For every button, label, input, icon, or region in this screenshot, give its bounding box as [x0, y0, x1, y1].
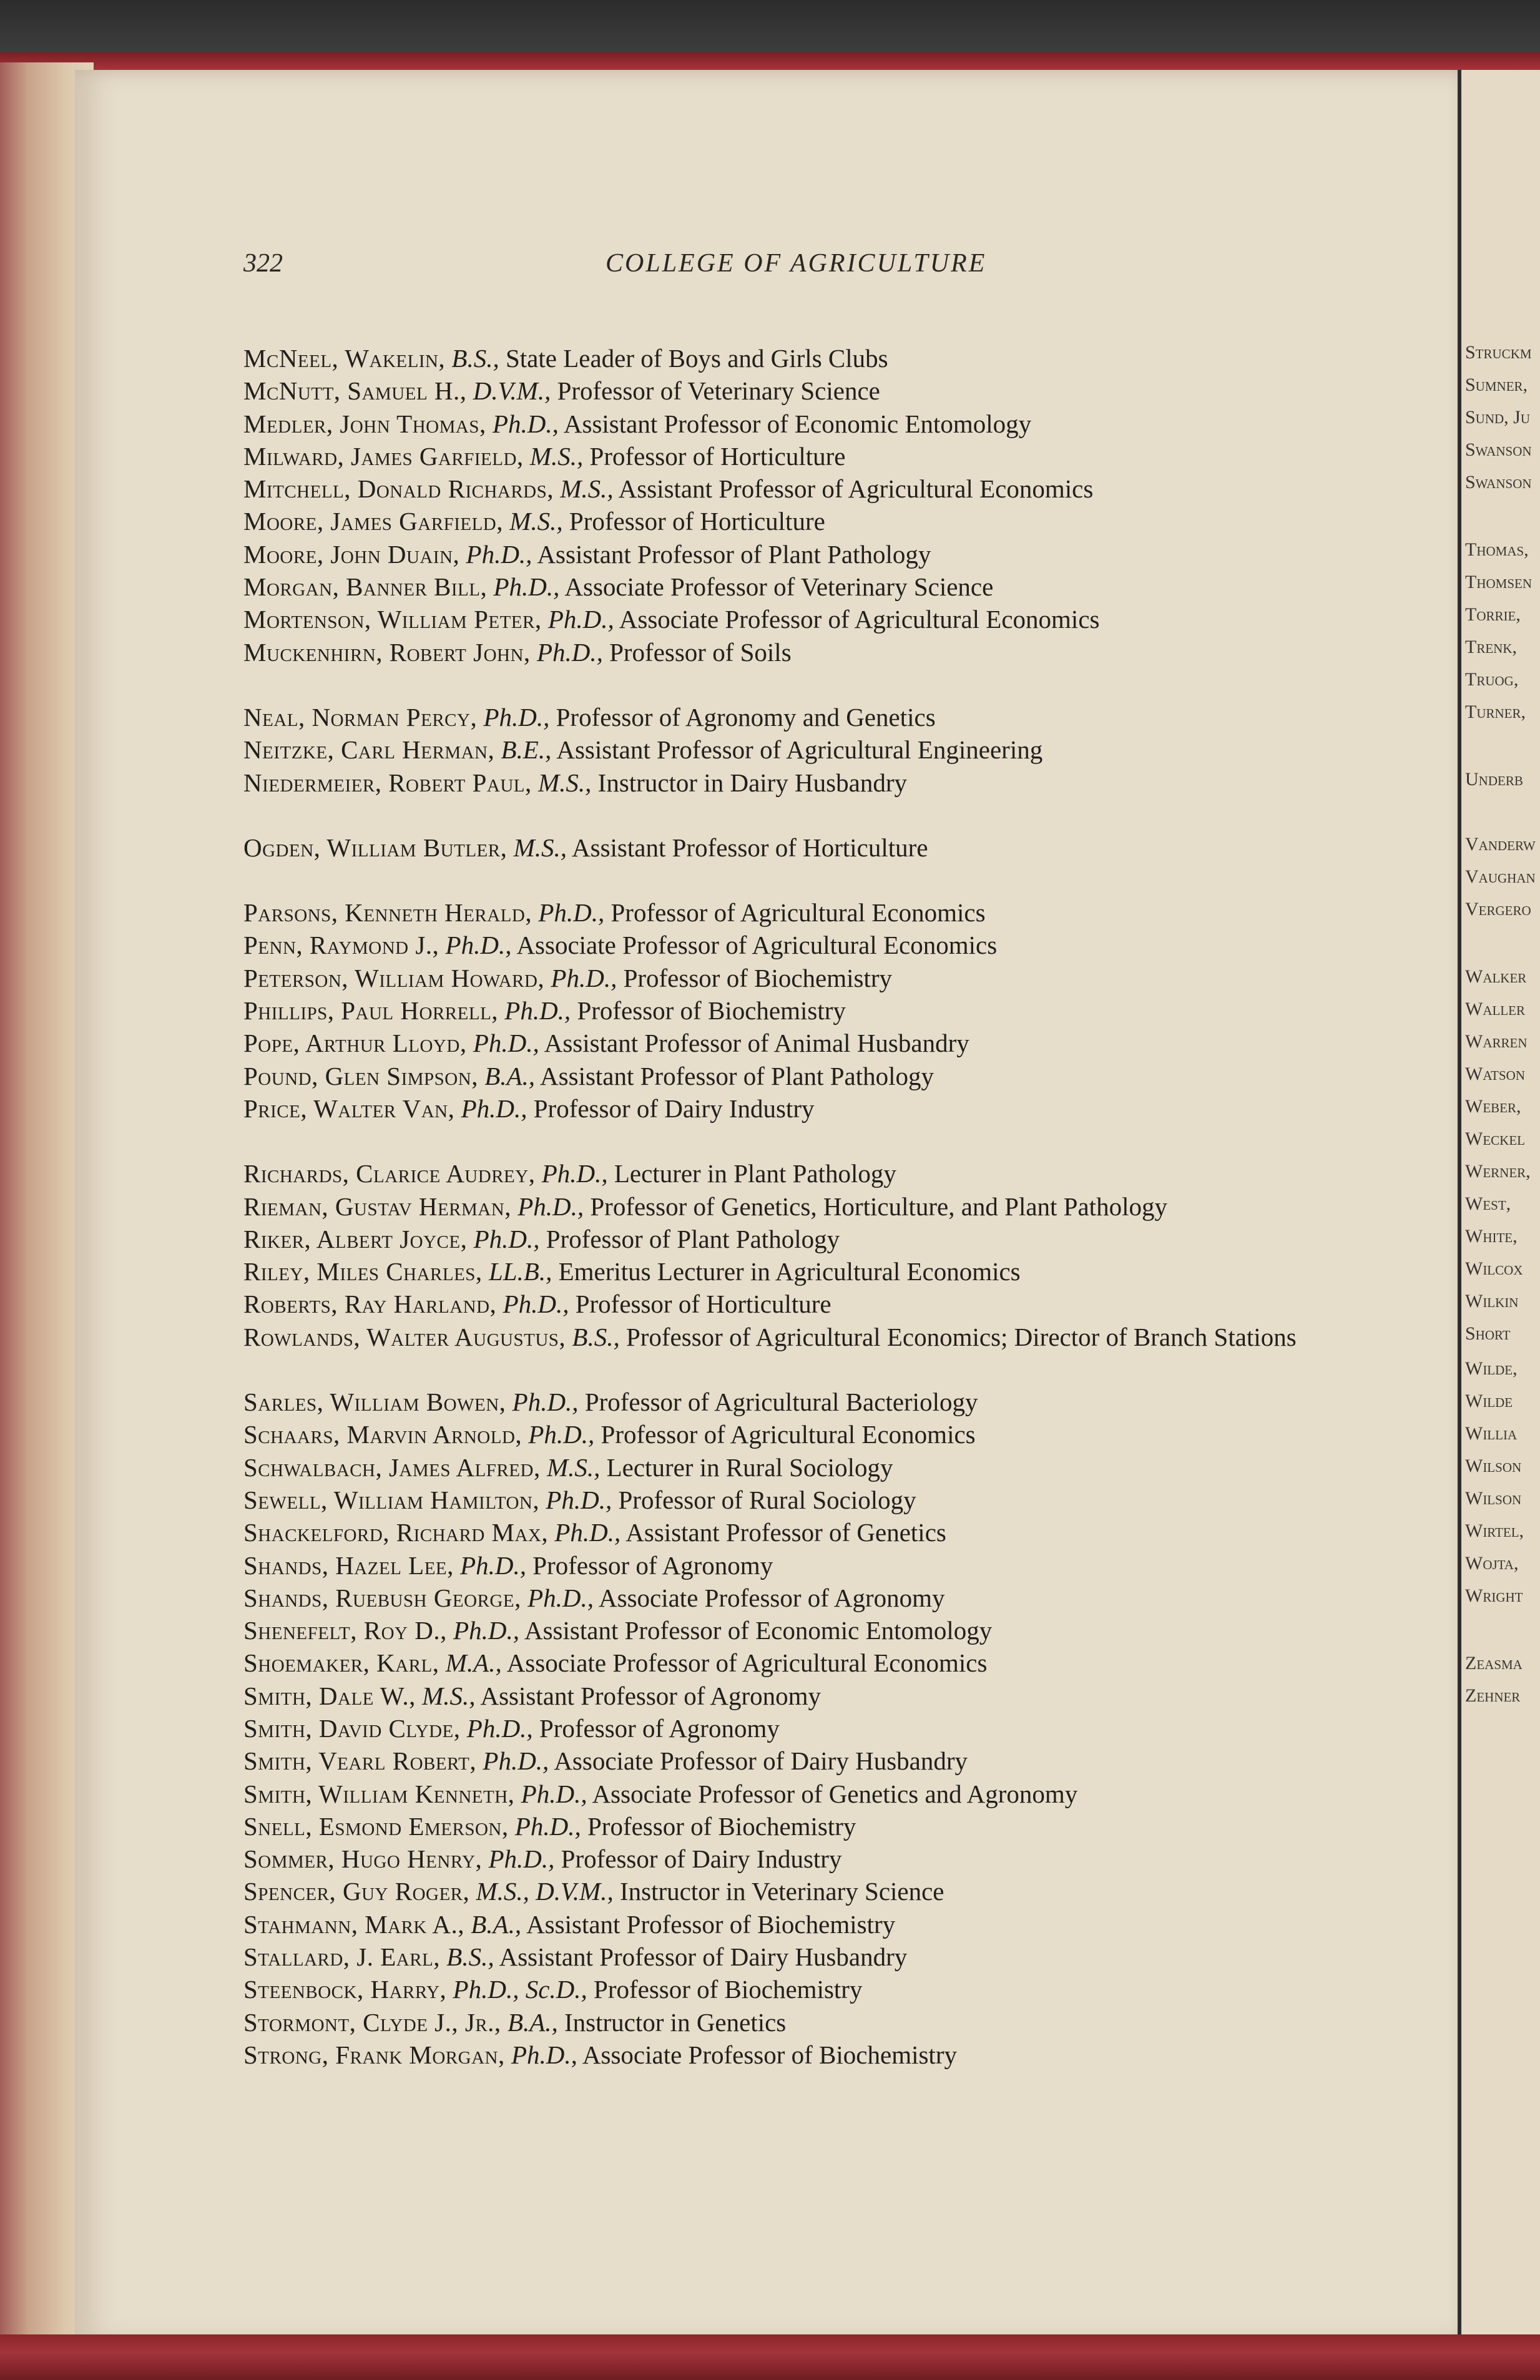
faculty-title: Professor of Agronomy	[532, 1550, 773, 1580]
faculty-entry	[243, 2006, 1405, 2039]
faculty-name: Sarles, William Bowen,	[243, 1388, 506, 1417]
faculty-name: Pound, Glen Simpson,	[243, 1061, 478, 1090]
faculty-title: Professor of Agronomy	[539, 1713, 780, 1743]
faculty-degree: LL.B.,	[488, 1257, 552, 1286]
faculty-name: Mitchell, Donald Richards,	[243, 474, 554, 504]
faculty-entry	[243, 1451, 1405, 1484]
faculty-name: Smith, Dale W.,	[243, 1681, 416, 1710]
faculty-entry	[243, 1484, 1405, 1516]
faculty-degree: M.S.,	[538, 768, 592, 797]
adjacent-page-fragment: White,	[1465, 1226, 1518, 1246]
faculty-title: Associate Professor of Biochemistry	[582, 2040, 957, 2069]
faculty-name: Medler, John Thomas,	[243, 409, 486, 438]
adjacent-page-fragment: Zehner	[1465, 1685, 1521, 1706]
faculty-title: Instructor in Dairy Husbandry	[597, 768, 907, 797]
faculty-entry	[243, 896, 1405, 929]
faculty-title: Assistant Professor of Biochemistry	[526, 1909, 896, 1939]
faculty-degree: Ph.D.,	[492, 409, 559, 438]
adjacent-page-fragment: Wright	[1465, 1585, 1523, 1606]
faculty-name: Richards, Clarice Audrey,	[243, 1159, 536, 1188]
faculty-degree: Ph.D.,	[554, 1518, 621, 1547]
faculty-degree: M.S.,	[560, 474, 614, 504]
faculty-name: Riker, Albert Joyce,	[243, 1224, 468, 1253]
faculty-name: Stahmann, Mark A.,	[243, 1909, 464, 1939]
faculty-name: Smith, David Clyde,	[243, 1713, 461, 1743]
faculty-entry	[243, 733, 1405, 766]
faculty-name: Smith, Vearl Robert,	[243, 1746, 477, 1776]
faculty-entry	[243, 1321, 1405, 1353]
group-separator	[243, 1353, 1405, 1386]
adjacent-page-fragment: Watson	[1465, 1064, 1525, 1084]
faculty-entry	[243, 1255, 1405, 1288]
faculty-title: Assistant Professor of Agricultural Economics	[618, 474, 1094, 504]
faculty-entry	[243, 603, 1405, 635]
adjacent-page-fragment: Willia	[1465, 1423, 1518, 1444]
faculty-name: Sommer, Hugo Henry,	[243, 1844, 483, 1874]
faculty-name: Rowlands, Walter Augustus,	[243, 1322, 566, 1351]
adjacent-page-fragment: Weber,	[1465, 1096, 1521, 1117]
faculty-degree: Ph.D.,	[514, 1811, 581, 1841]
faculty-name: Stallard, J. Earl,	[243, 1942, 441, 1972]
faculty-name: Stormont, Clyde J., Jr.,	[243, 2007, 501, 2037]
faculty-title: Professor of Agricultural Economics	[601, 1420, 976, 1449]
faculty-entry	[243, 766, 1405, 799]
adjacent-page-edge	[1458, 70, 1540, 2342]
faculty-title: Assistant Professor of Agricultural Engineering	[556, 735, 1043, 765]
top-edge	[0, 0, 1540, 55]
faculty-degree: Ph.D.,	[466, 1713, 533, 1743]
faculty-title: Professor of Agricultural Bacteriology	[584, 1388, 978, 1417]
faculty-entry	[243, 1745, 1405, 1777]
faculty-name: Phillips, Paul Horrell,	[243, 996, 499, 1026]
faculty-degree: Ph.D.,	[517, 1192, 584, 1221]
faculty-title: Assistant Professor of Economic Entomology	[524, 1616, 993, 1645]
faculty-degree: D.V.M.,	[473, 376, 551, 406]
faculty-degree: Ph.D.,	[541, 1159, 608, 1188]
faculty-title: Professor of Veterinary Science	[557, 376, 880, 406]
faculty-entry	[243, 1614, 1405, 1647]
faculty-title: Assistant Professor of Agronomy	[480, 1681, 821, 1710]
faculty-degree: M.S.,	[422, 1681, 476, 1710]
adjacent-page-fragment: Truog,	[1465, 669, 1519, 690]
faculty-title: Associate Professor of Genetics and Agronomy	[592, 1779, 1078, 1808]
faculty-name: Moore, John Duain,	[243, 539, 460, 569]
faculty-name: Sewell, William Hamilton,	[243, 1485, 540, 1514]
faculty-title: Associate Professor of Agricultural Economics	[506, 1648, 988, 1678]
faculty-name: Muckenhirn, Robert John,	[243, 637, 531, 667]
faculty-degree: B.S.,	[446, 1942, 494, 1972]
faculty-degree: Ph.D.,	[460, 1550, 527, 1580]
faculty-title: Assistant Professor of Plant Pathology	[537, 539, 931, 569]
adjacent-page-fragment: Wilson	[1465, 1488, 1522, 1509]
adjacent-page-fragment: Warren	[1465, 1031, 1528, 1052]
adjacent-page-fragment: Waller	[1465, 999, 1525, 1019]
faculty-name: Niedermeier, Robert Paul,	[243, 768, 532, 797]
faculty-entry	[243, 1157, 1405, 1190]
faculty-name: Shackelford, Richard Max,	[243, 1518, 549, 1547]
adjacent-page-fragment: Thomsen	[1465, 572, 1533, 592]
faculty-title: Associate Professor of Veterinary Science	[564, 572, 994, 602]
faculty-degree: B.A.,	[507, 2007, 558, 2037]
adjacent-page-fragment: Short	[1465, 1323, 1511, 1344]
faculty-title: Professor of Rural Sociology	[618, 1485, 916, 1514]
faculty-title: Professor of Dairy Industry	[533, 1094, 815, 1123]
faculty-title: Assistant Professor of Economic Entomology	[563, 409, 1032, 438]
faculty-degree: B.A.,	[484, 1061, 536, 1090]
faculty-degree: Ph.D.,	[445, 931, 512, 960]
faculty-title: Professor of Dairy Industry	[561, 1844, 842, 1874]
faculty-title: Professor of Biochemistry	[587, 1811, 856, 1841]
faculty-name: Parsons, Kenneth Herald,	[243, 898, 532, 928]
faculty-name: Penn, Raymond J.,	[243, 931, 439, 960]
faculty-title: Professor of Genetics, Horticulture, and Plant Pathology	[590, 1192, 1167, 1221]
faculty-title: Professor of Agricultural Economics; Director of Branch Stations	[625, 1322, 1297, 1351]
faculty-title: Associate Professor of Agronomy	[599, 1583, 945, 1612]
faculty-name: Pope, Arthur Lloyd,	[243, 1029, 467, 1058]
faculty-title: Assistant Professor of Horticulture	[572, 833, 928, 862]
faculty-degree: Ph.D.,	[473, 1224, 540, 1253]
faculty-degree: M.S., D.V.M.,	[476, 1877, 614, 1906]
faculty-degree: B.E.,	[501, 735, 552, 765]
faculty-degree: B.S.,	[451, 344, 499, 373]
faculty-name: Rieman, Gustav Herman,	[243, 1192, 511, 1221]
adjacent-page-fragment: Sund, Ju	[1465, 407, 1531, 428]
faculty-entry	[243, 1092, 1405, 1125]
running-title: COLLEGE OF AGRICULTURE	[606, 249, 987, 278]
faculty-entry	[243, 1582, 1405, 1614]
faculty-entry	[243, 1549, 1405, 1582]
faculty-entry	[243, 1941, 1405, 1973]
faculty-name: McNeel, Wakelin,	[243, 344, 446, 373]
faculty-name: Shands, Ruebush George,	[243, 1583, 521, 1612]
faculty-entry	[243, 636, 1405, 668]
faculty-degree: Ph.D.,	[547, 605, 614, 634]
adjacent-page-fragment: Swanson	[1465, 439, 1532, 460]
adjacent-page-fragment: Underb	[1465, 769, 1523, 790]
adjacent-page-fragment: Vanderw	[1465, 834, 1536, 855]
faculty-title: Professor of Soils	[609, 637, 792, 667]
group-separator	[243, 799, 1405, 831]
faculty-name: Spencer, Guy Roger,	[243, 1877, 470, 1906]
faculty-degree: B.A.,	[471, 1909, 522, 1939]
faculty-name: Shenefelt, Roy D.,	[243, 1616, 447, 1645]
faculty-title: Instructor in Genetics	[564, 2007, 787, 2037]
faculty-title: Assistant Professor of Animal Husbandry	[544, 1029, 969, 1058]
faculty-title: Instructor in Veterinary Science	[619, 1877, 944, 1906]
page-number: 322	[243, 249, 283, 278]
faculty-entry	[243, 1973, 1405, 2005]
adjacent-page-fragment: Struckm	[1465, 342, 1532, 363]
adjacent-page-fragment: Zeasma	[1465, 1653, 1523, 1673]
faculty-name: Schwalbach, James Alfred,	[243, 1452, 541, 1482]
faculty-title: Professor of Horticulture	[589, 441, 846, 471]
faculty-title: Professor of Agricultural Economics	[611, 898, 986, 928]
faculty-entry	[243, 929, 1405, 961]
group-separator	[243, 668, 1405, 701]
faculty-title: Professor of Biochemistry	[594, 1975, 863, 2004]
faculty-entry	[243, 408, 1405, 440]
faculty-degree: M.S.,	[546, 1452, 601, 1482]
faculty-degree: Ph.D.,	[493, 572, 560, 602]
faculty-degree: Ph.D.,	[511, 2040, 577, 2069]
faculty-title: Professor of Biochemistry	[577, 996, 846, 1026]
faculty-title: Professor of Plant Pathology	[546, 1224, 840, 1253]
group-separator	[243, 1125, 1405, 1157]
faculty-degree: Ph.D.,	[512, 1388, 579, 1417]
faculty-entry	[243, 994, 1405, 1027]
faculty-entry	[243, 505, 1405, 537]
faculty-entry	[243, 571, 1405, 603]
adjacent-page-fragment: Walker	[1465, 966, 1527, 987]
adjacent-page-fragment: Wojta,	[1465, 1553, 1519, 1574]
adjacent-page-fragment: Vaughan	[1465, 866, 1536, 887]
faculty-degree: Ph.D.,	[528, 1420, 595, 1449]
faculty-name: Moore, James Garfield,	[243, 507, 503, 536]
faculty-degree: B.S.,	[572, 1322, 620, 1351]
page-header	[243, 248, 1405, 286]
faculty-degree: Ph.D.,	[546, 1485, 612, 1514]
faculty-degree: Ph.D.,	[461, 1094, 527, 1123]
faculty-name: Steenbock, Harry,	[243, 1975, 447, 2004]
faculty-degree: Ph.D.,	[483, 702, 550, 732]
adjacent-page-fragment: Vergero	[1465, 899, 1531, 919]
faculty-entry	[243, 1386, 1405, 1418]
adjacent-page-fragment: Werner,	[1465, 1161, 1531, 1182]
faculty-degree: Ph.D.,	[538, 898, 605, 928]
adjacent-page-fragment: Swanson	[1465, 472, 1532, 492]
faculty-title: Lecturer in Rural Sociology	[606, 1452, 893, 1482]
faculty-entry	[243, 1418, 1405, 1451]
faculty-entry	[243, 1516, 1405, 1549]
adjacent-page-fragment: Wilson	[1465, 1456, 1522, 1476]
faculty-entry	[243, 1288, 1405, 1320]
faculty-entry	[243, 1778, 1405, 1810]
faculty-title: Professor of Horticulture	[569, 507, 825, 536]
faculty-title: Assistant Professor of Dairy Husbandry	[499, 1942, 908, 1972]
faculty-name: Neal, Norman Percy,	[243, 702, 478, 732]
faculty-title: Assistant Professor of Genetics	[625, 1518, 946, 1547]
faculty-entry	[243, 831, 1405, 864]
faculty-entry	[243, 1223, 1405, 1255]
faculty-entry	[243, 440, 1405, 473]
adjacent-page-fragment: Wilkin	[1465, 1291, 1519, 1311]
faculty-title: Assistant Professor of Plant Pathology	[540, 1061, 934, 1090]
adjacent-page-fragment: Weckel	[1465, 1129, 1525, 1149]
faculty-entry	[243, 538, 1405, 571]
faculty-degree: Ph.D.,	[536, 637, 603, 667]
faculty-name: Ogden, William Butler,	[243, 833, 508, 862]
faculty-degree: Ph.D.,	[473, 1029, 539, 1058]
faculty-name: Shoemaker, Karl,	[243, 1648, 439, 1678]
faculty-entry	[243, 701, 1405, 733]
faculty-degree: Ph.D., Sc.D.,	[453, 1975, 587, 2004]
faculty-title: Associate Professor of Agricultural Economics	[619, 605, 1100, 634]
adjacent-page-fragment: Thomas,	[1465, 539, 1529, 560]
faculty-entry	[243, 1680, 1405, 1712]
faculty-degree: Ph.D.,	[483, 1746, 549, 1776]
faculty-degree: Ph.D.,	[488, 1844, 555, 1874]
faculty-entry	[243, 1712, 1405, 1745]
faculty-listing	[243, 342, 1405, 2071]
faculty-name: Schaars, Marvin Arnold,	[243, 1420, 522, 1449]
faculty-name: Price, Walter Van,	[243, 1094, 455, 1123]
adjacent-page-fragment: Sumner,	[1465, 375, 1528, 395]
faculty-title: State Leader of Boys and Girls Clubs	[505, 344, 888, 373]
faculty-title: Professor of Agronomy and Genetics	[556, 702, 936, 732]
adjacent-page-fragment: Turner,	[1465, 702, 1526, 722]
faculty-entry	[243, 375, 1405, 407]
faculty-name: Strong, Frank Morgan,	[243, 2040, 505, 2069]
faculty-name: Riley, Miles Charles,	[243, 1257, 483, 1286]
faculty-degree: M.S.,	[509, 507, 563, 536]
faculty-degree: Ph.D.,	[527, 1583, 594, 1612]
faculty-title: Emeritus Lecturer in Agricultural Economics	[558, 1257, 1021, 1286]
adjacent-page-fragment: Wilde	[1465, 1391, 1513, 1411]
faculty-title: Lecturer in Plant Pathology	[614, 1159, 896, 1188]
faculty-degree: Ph.D.,	[503, 1290, 569, 1319]
faculty-entry	[243, 342, 1405, 375]
book-binding-bottom	[0, 2334, 1540, 2380]
faculty-degree: M.S.,	[513, 833, 567, 862]
faculty-degree: Ph.D.,	[453, 1616, 519, 1645]
faculty-name: Neitzke, Carl Herman,	[243, 735, 495, 765]
faculty-entry	[243, 1810, 1405, 1843]
faculty-entry	[243, 962, 1405, 994]
adjacent-page-fragment: Torrie,	[1465, 604, 1521, 625]
faculty-name: Snell, Esmond Emerson,	[243, 1811, 509, 1841]
faculty-title: Associate Professor of Agricultural Economics	[516, 931, 998, 960]
faculty-entry	[243, 1875, 1405, 1907]
adjacent-page-fragment: Trenk,	[1465, 637, 1517, 657]
faculty-entry	[243, 1190, 1405, 1223]
faculty-name: Shands, Hazel Lee,	[243, 1550, 454, 1580]
faculty-entry	[243, 1060, 1405, 1092]
faculty-entry	[243, 1843, 1405, 1875]
faculty-entry	[243, 1647, 1405, 1679]
faculty-name: Morgan, Banner Bill,	[243, 572, 488, 602]
faculty-name: Peterson, William Howard,	[243, 963, 545, 992]
faculty-entry	[243, 1908, 1405, 1941]
faculty-name: McNutt, Samuel H.,	[243, 376, 467, 406]
adjacent-page-fragment: West,	[1465, 1193, 1511, 1214]
faculty-title: Associate Professor of Dairy Husbandry	[554, 1746, 968, 1776]
faculty-degree: M.A.,	[445, 1648, 502, 1678]
faculty-entry	[243, 1027, 1405, 1059]
faculty-entry	[243, 2039, 1405, 2071]
adjacent-page-fragment: Wirtel,	[1465, 1521, 1524, 1541]
faculty-degree: Ph.D.,	[521, 1779, 587, 1808]
faculty-degree: Ph.D.,	[466, 539, 532, 569]
faculty-entry	[243, 473, 1405, 505]
faculty-name: Mortenson, William Peter,	[243, 605, 542, 634]
faculty-degree: Ph.D.,	[551, 963, 617, 992]
faculty-degree: Ph.D.,	[504, 996, 571, 1026]
faculty-degree: M.S.,	[529, 441, 584, 471]
adjacent-page-fragment: Wilde,	[1465, 1358, 1518, 1379]
faculty-title: Professor of Horticulture	[575, 1290, 831, 1319]
faculty-title: Professor of Biochemistry	[623, 963, 893, 992]
faculty-name: Smith, William Kenneth,	[243, 1779, 515, 1808]
adjacent-page-fragment: Wilcox	[1465, 1258, 1523, 1279]
faculty-name: Roberts, Ray Harland,	[243, 1290, 497, 1319]
group-separator	[243, 864, 1405, 896]
faculty-name: Milward, James Garfield,	[243, 441, 524, 471]
